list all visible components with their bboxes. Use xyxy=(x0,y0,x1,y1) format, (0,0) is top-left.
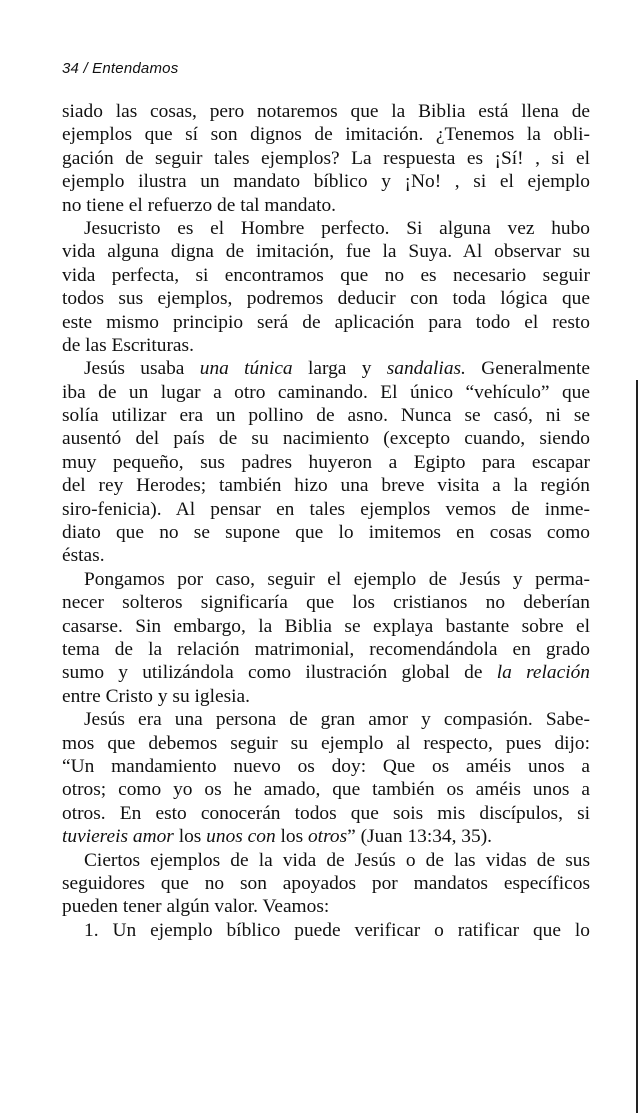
text-segment: mos que debemos seguir su ejemplo al respecto, pues dijo: xyxy=(62,732,590,754)
text-segment: iba de un lugar a otro caminando. El único “vehículo” que xyxy=(62,381,590,403)
text-line-20 xyxy=(62,544,590,567)
text-segment: Generalmente xyxy=(465,358,590,380)
text-line-4 xyxy=(62,170,590,193)
text-line-21 xyxy=(62,568,590,591)
body-text xyxy=(62,100,590,942)
text-line-33 xyxy=(62,849,590,872)
text-segment: casarse. Sin embargo, la Biblia se explaya bastante sobre el xyxy=(62,615,590,637)
text-segment: otros; como yo os he amado, que también os améis unos a xyxy=(62,779,590,801)
text-line-23 xyxy=(62,615,590,638)
text-segment: siado las cosas, pero notaremos que la Biblia está llena de xyxy=(62,101,590,122)
text-line-13 xyxy=(62,381,590,404)
text-line-17 xyxy=(62,474,590,497)
text-segment: de las Escrituras. xyxy=(62,334,194,356)
text-line-7 xyxy=(62,240,590,263)
text-segment: sumo y utilizándola como ilustración global de xyxy=(62,662,497,684)
text-segment: vida alguna digna de imitación, fue la Suya. Al observar su xyxy=(62,241,590,263)
italic-text-segment: sandalias. xyxy=(386,358,466,380)
text-line-16 xyxy=(62,451,590,474)
text-segment: éstas. xyxy=(62,545,105,567)
text-line-26 xyxy=(62,685,590,708)
text-segment: todos sus ejemplos, podremos deducir con toda lógica que xyxy=(62,288,590,310)
text-segment: ausentó del país de su nacimiento (excepto cuando, siendo xyxy=(62,428,590,450)
text-segment: entre Cristo y su iglesia. xyxy=(62,685,250,707)
text-line-18 xyxy=(62,498,590,521)
text-segment: del rey Herodes; también hizo una breve visita a la región xyxy=(62,475,590,497)
text-segment: ” (Juan 13:34, 35). xyxy=(347,826,493,848)
text-line-10 xyxy=(62,311,590,334)
text-line-31 xyxy=(62,802,590,825)
text-segment: vida perfecta, si encontramos que no es necesario seguir xyxy=(62,264,590,286)
text-line-29 xyxy=(62,755,590,778)
text-line-15 xyxy=(62,427,590,450)
italic-text-segment: tuviereis amor xyxy=(62,826,174,848)
text-segment: diato que no se supone que lo imitemos en cosas como xyxy=(62,522,590,544)
text-segment: Jesús era una persona de gran amor y compasión. Sabe- xyxy=(84,709,590,731)
text-line-11 xyxy=(62,334,590,357)
text-segment: otros. En esto conocerán todos que sois mis discípulos, si xyxy=(62,802,590,824)
text-segment: Pongamos por caso, seguir el ejemplo de Jesús y perma- xyxy=(84,568,590,590)
text-segment: Jesucristo es el Hombre perfecto. Si alguna vez hubo xyxy=(84,217,590,239)
text-segment: tema de la relación matrimonial, recomendándola en grado xyxy=(62,638,590,660)
text-line-32 xyxy=(62,825,590,848)
text-segment: no tiene el refuerzo de tal mandato. xyxy=(62,194,337,216)
text-line-19 xyxy=(62,521,590,544)
text-segment: muy pequeño, sus padres huyeron a Egipto para escapar xyxy=(62,451,590,473)
text-segment: Ciertos ejemplos de la vida de Jesús o de las vidas de sus xyxy=(84,849,590,871)
text-line-27 xyxy=(62,708,590,731)
text-segment: 1. Un ejemplo bíblico puede verificar o ratificar que lo xyxy=(84,919,590,941)
text-line-9 xyxy=(62,287,590,310)
text-segment: ejemplos que sí son dignos de imitación. ¿Tenemos la obli- xyxy=(62,124,590,146)
text-segment: los xyxy=(275,826,308,848)
text-line-28 xyxy=(62,732,590,755)
italic-text-segment: unos con xyxy=(206,826,276,848)
text-line-14 xyxy=(62,404,590,427)
text-line-35 xyxy=(62,895,590,918)
italic-text-segment: otros xyxy=(307,826,348,848)
text-segment: pueden tener algún valor. Veamos: xyxy=(62,896,330,918)
text-line-22 xyxy=(62,591,590,614)
running-head: 34 / Entendamos xyxy=(62,60,179,77)
text-segment: este mismo principio será de aplicación para todo el resto xyxy=(62,311,590,333)
text-line-1 xyxy=(62,100,590,123)
text-segment: gación de seguir tales ejemplos? La respuesta es ¡Sí! , si el xyxy=(62,147,590,169)
text-line-36 xyxy=(62,919,590,942)
text-line-8 xyxy=(62,264,590,287)
italic-text-segment: una túnica xyxy=(199,358,293,380)
text-line-25 xyxy=(62,661,590,684)
text-segment: larga y xyxy=(292,358,387,380)
text-segment: siro-fenicia). Al pensar en tales ejemplos vemos de inme- xyxy=(62,498,590,520)
text-segment: solía utilizar era un pollino de asno. Nunca se casó, ni se xyxy=(62,405,590,427)
text-line-6 xyxy=(62,217,590,240)
text-line-5 xyxy=(62,194,590,217)
text-line-30 xyxy=(62,778,590,801)
text-segment: los xyxy=(173,826,207,848)
text-segment: Jesús usaba xyxy=(84,358,200,380)
text-line-3 xyxy=(62,147,590,170)
text-segment: ejemplo ilustra un mandato bíblico y ¡No! , si el ejemplo xyxy=(62,171,590,193)
text-line-12 xyxy=(62,357,590,380)
text-segment: “Un mandamiento nuevo os doy: Que os améis unos a xyxy=(62,755,590,777)
text-line-34 xyxy=(62,872,590,895)
text-line-24 xyxy=(62,638,590,661)
text-segment: seguidores que no son apoyados por mandatos específicos xyxy=(62,872,590,894)
text-line-2 xyxy=(62,123,590,146)
italic-text-segment: la relación xyxy=(496,662,590,684)
text-segment: necer solteros significaría que los cristianos no deberían xyxy=(62,592,590,614)
